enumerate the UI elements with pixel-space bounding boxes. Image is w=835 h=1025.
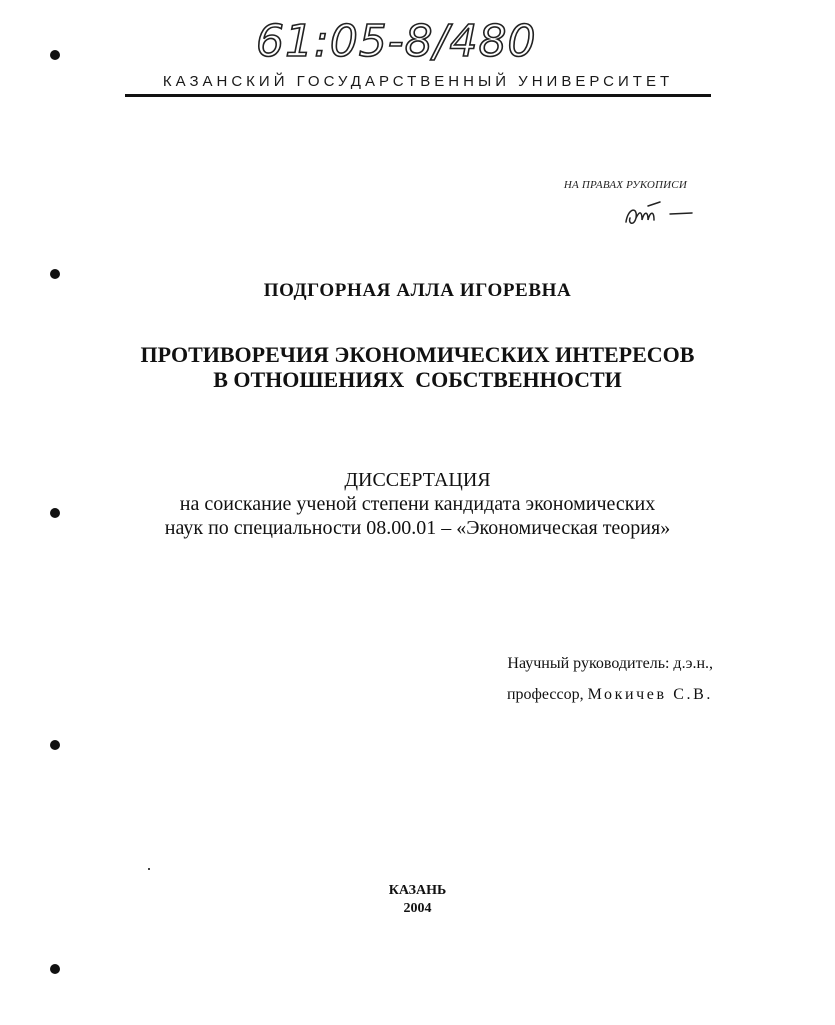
header-rule (125, 94, 711, 97)
scan-speck (148, 868, 150, 870)
advisor-line-1: Научный руководитель: д.э.н., (507, 655, 713, 672)
signature-svg (620, 198, 700, 232)
scientific-advisor (507, 648, 713, 710)
document-type-line-2: наук по специальности 08.00.01 – «Экономическая теория» (164, 517, 671, 539)
document-type-block (0, 468, 835, 540)
document-type-heading: ДИССЕРТАЦИЯ (344, 469, 491, 491)
document-type-line-1: на соискание ученой степени кандидата экономических (179, 493, 656, 515)
handwritten-number-svg (250, 8, 537, 68)
binder-hole (50, 50, 60, 60)
title-line-1: ПРОТИВОРЕЧИЯ ЭКОНОМИЧЕСКИХ ИНТЕРЕСОВ (140, 342, 695, 367)
year: 2004 (403, 901, 432, 916)
university-name: КАЗАНСКИЙ ГОСУДАРСТВЕННЫЙ УНИВЕРСИТЕТ (162, 73, 674, 90)
handwritten-number-text: 61:05-8/480 (256, 16, 537, 67)
binder-hole (50, 964, 60, 974)
author-name: ПОДГОРНАЯ АЛЛА ИГОРЕВНА (263, 280, 572, 301)
advisor-title: профессор, (506, 686, 588, 703)
handwritten-catalog-number (250, 8, 537, 68)
binder-hole (50, 269, 60, 279)
advisor-line-2 (507, 679, 713, 710)
binder-hole (50, 508, 60, 518)
signature (620, 198, 700, 232)
place-and-year (0, 882, 835, 918)
advisor-name: Мокичев С.В. (587, 686, 713, 703)
manuscript-rights-note: НА ПРАВАХ РУКОПИСИ (563, 179, 687, 191)
binder-hole (50, 740, 60, 750)
title-line-2: В ОТНОШЕНИЯХ СОБСТВЕННОСТИ (213, 367, 622, 392)
city: КАЗАНЬ (388, 883, 447, 898)
dissertation-title (0, 342, 835, 392)
